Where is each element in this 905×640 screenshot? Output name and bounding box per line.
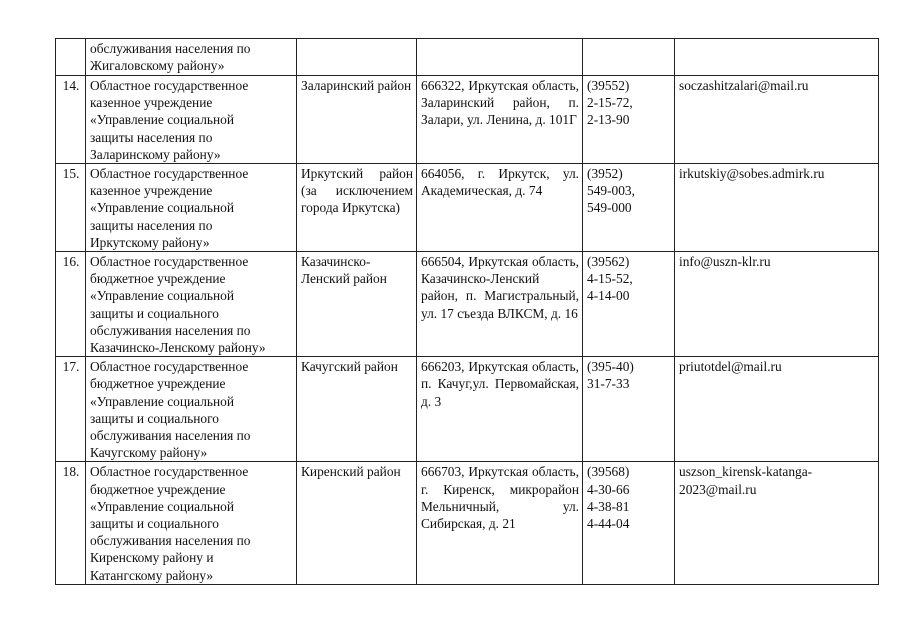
email-cell[interactable]: uszson_kirensk-katanga-2023@mail.ru	[675, 462, 879, 584]
table-row	[56, 357, 879, 462]
area-cell: Казачинско-Ленский район	[297, 252, 417, 357]
table-row	[56, 76, 879, 164]
phone-cell: (395-40) 31-7-33	[583, 357, 675, 462]
phone-cell: (3952) 549-003, 549-000	[583, 164, 675, 252]
organization-cell: Областное государственное бюджетное учреждение «Управление социальной защиты и социального обслуживания населения по Киренскому району и Катангскому району»	[86, 462, 297, 584]
phone-cell: (39568) 4-30-66 4-38-81 4-44-04	[583, 462, 675, 584]
organization-cell: обслуживания населения по Жигаловскому району»	[86, 39, 297, 76]
table-row	[56, 39, 879, 76]
row-number-cell	[56, 39, 86, 76]
email-cell[interactable]: priutotdel@mail.ru	[675, 357, 879, 462]
phone-cell	[583, 39, 675, 76]
address-cell: 666322, Иркутская область, Заларинский район, п. Залари, ул. Ленина, д. 101Г	[417, 76, 583, 164]
institutions-table	[55, 38, 879, 585]
email-cell[interactable]: irkutskiy@sobes.admirk.ru	[675, 164, 879, 252]
table-row	[56, 462, 879, 584]
address-cell	[417, 39, 583, 76]
document-page	[55, 38, 878, 585]
address-cell: 666203, Иркутская область, п. Качуг,ул. Первомайская, д. 3	[417, 357, 583, 462]
phone-cell: (39552) 2-15-72, 2-13-90	[583, 76, 675, 164]
row-number-cell: 17.	[56, 357, 86, 462]
address-cell: 666504, Иркутская область, Казачинско-Ленский район, п. Магистральный, ул. 17 съезда ВЛКСМ, д. 16	[417, 252, 583, 357]
address-cell: 664056, г. Иркутск, ул. Академическая, д. 74	[417, 164, 583, 252]
table-row	[56, 164, 879, 252]
email-cell[interactable]: info@uszn-klr.ru	[675, 252, 879, 357]
row-number-cell: 16.	[56, 252, 86, 357]
organization-cell: Областное государственное казенное учреждение «Управление социальной защиты населения по Заларинскому району»	[86, 76, 297, 164]
row-number-cell: 14.	[56, 76, 86, 164]
area-cell: Киренский район	[297, 462, 417, 584]
row-number-cell: 15.	[56, 164, 86, 252]
organization-cell: Областное государственное бюджетное учреждение «Управление социальной защиты и социального обслуживания населения по Качугскому району»	[86, 357, 297, 462]
area-cell: Иркутский район (за исключением города Иркутска)	[297, 164, 417, 252]
organization-cell: Областное государственное бюджетное учреждение «Управление социальной защиты и социального обслуживания населения по Казачинско-Ленскому району»	[86, 252, 297, 357]
row-number-cell: 18.	[56, 462, 86, 584]
phone-cell: (39562) 4-15-52, 4-14-00	[583, 252, 675, 357]
table-row	[56, 252, 879, 357]
area-cell: Качугский район	[297, 357, 417, 462]
organization-cell: Областное государственное казенное учреждение «Управление социальной защиты населения по Иркутскому району»	[86, 164, 297, 252]
email-cell[interactable]: soczashitzalari@mail.ru	[675, 76, 879, 164]
email-cell	[675, 39, 879, 76]
address-cell: 666703, Иркутская область, г. Киренск, микрорайон Мельничный, ул. Сибирская, д. 21	[417, 462, 583, 584]
area-cell	[297, 39, 417, 76]
area-cell: Заларинский район	[297, 76, 417, 164]
